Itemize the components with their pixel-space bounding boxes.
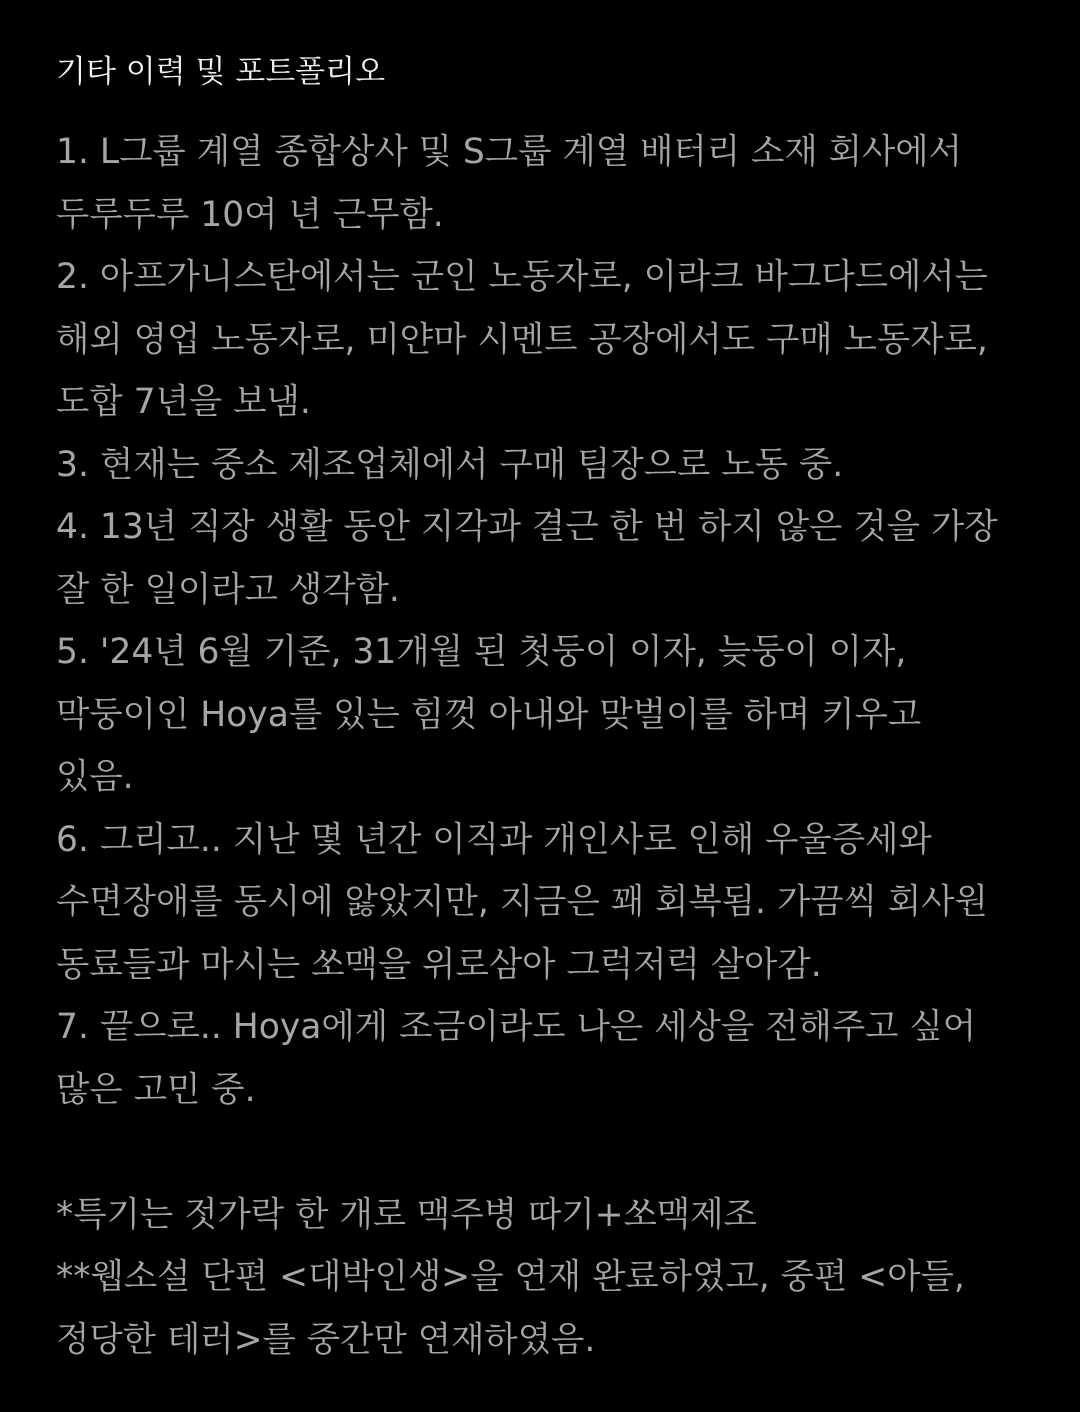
history-line: 해외 영업 노동자로, 미얀마 시멘트 공장에서도 구매 노동자로, — [56, 319, 988, 360]
spacer — [56, 1121, 1046, 1184]
history-line: 막둥이인 Hoya를 있는 힘껏 아내와 맞벌이를 하며 키우고 — [56, 694, 922, 735]
section-heading: 기타 이력 및 포트폴리오 — [56, 54, 386, 90]
note-line: *특기는 젓가락 한 개로 맥주병 따기+쏘맥제조 — [56, 1194, 757, 1235]
history-line: 6. 그리고.. 지난 몇 년간 이직과 개인사로 인해 우울증세와 — [56, 819, 932, 860]
history-line: 2. 아프가니스탄에서는 군인 노동자로, 이라크 바그다드에서는 — [56, 257, 988, 297]
history-list — [56, 121, 1046, 1121]
history-line: 동료들과 마시는 쏘맥을 위로삼아 그럭저럭 살아감. — [56, 944, 822, 985]
history-line: 두루두루 10여 년 근무함. — [56, 194, 444, 235]
notes-list — [56, 1184, 1046, 1372]
history-line: 3. 현재는 중소 제조업체에서 구매 팀장으로 노동 중. — [56, 444, 844, 485]
history-line: 많은 고민 중. — [56, 1069, 256, 1110]
history-line: 도합 7년을 보냄. — [56, 382, 311, 422]
portfolio-section — [56, 50, 1046, 1371]
note-line: **웹소설 단편 <대박인생>을 연재 완료하였고, 중편 <아들, — [56, 1257, 965, 1297]
history-line: 수면장애를 동시에 앓았지만, 지금은 꽤 회복됨. 가끔씩 회사원 — [56, 882, 988, 922]
history-line: 4. 13년 직장 생활 동안 지각과 결근 한 번 하지 않은 것을 가장 — [56, 507, 998, 547]
history-line: 잘 한 일이라고 생각함. — [56, 569, 400, 610]
history-line: 5. '24년 6월 기준, 31개월 된 첫둥이 이자, 늦둥이 이자, — [56, 632, 907, 672]
history-line: 있음. — [56, 757, 134, 797]
note-line: 정당한 테러>를 중간만 연재하였음. — [56, 1319, 596, 1360]
history-line: 7. 끝으로.. Hoya에게 조금이라도 나은 세상을 전해주고 싶어 — [56, 1007, 977, 1047]
history-line: 1. L그룹 계열 종합상사 및 S그룹 계열 배터리 소재 회사에서 — [56, 132, 962, 172]
